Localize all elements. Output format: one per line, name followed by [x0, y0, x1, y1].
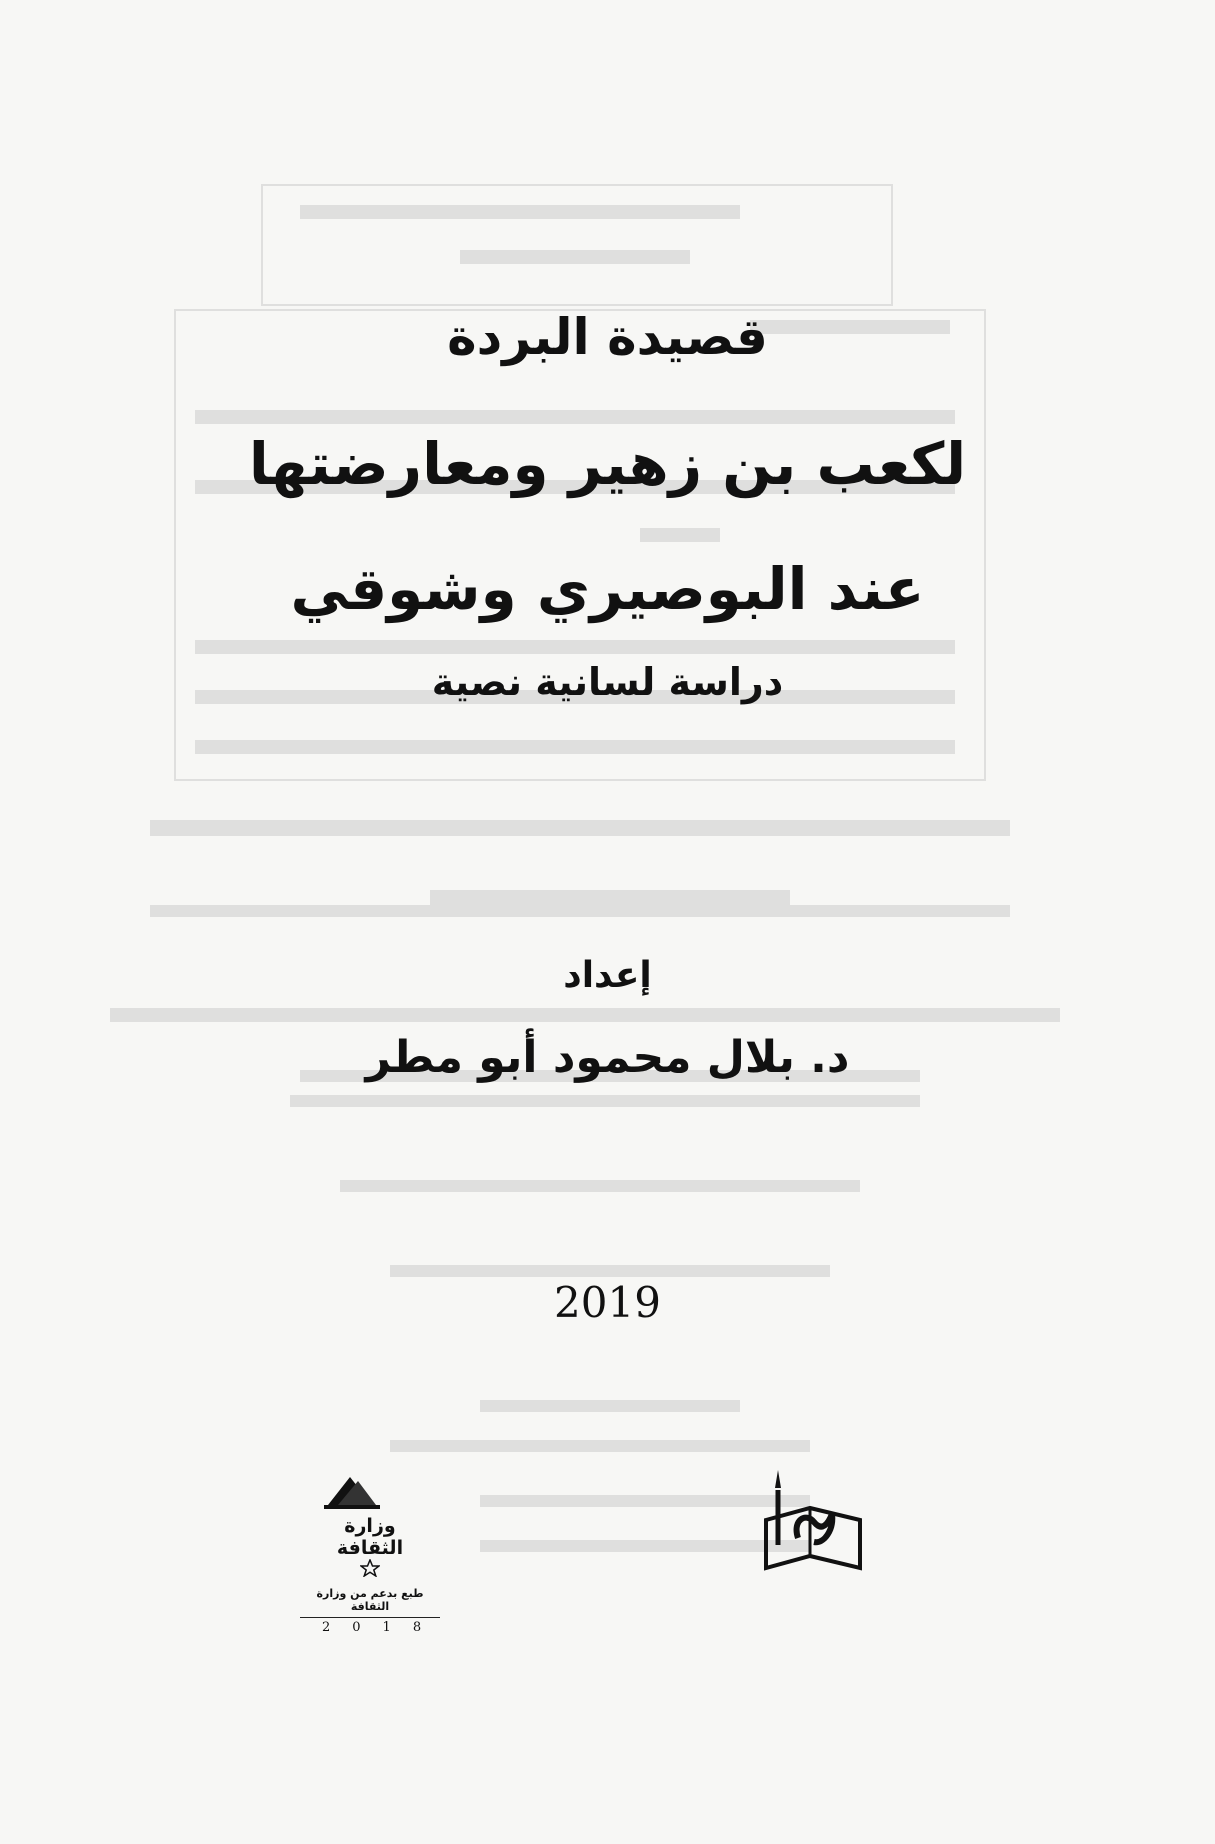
ministry-of-culture-logo [300, 1465, 444, 1635]
title-line-2: لكعب بن زهير ومعارضتها [248, 430, 967, 498]
ministry-name-line-1: وزارة [344, 1515, 396, 1537]
title-line-3: عند البوصيري وشوقي [290, 555, 925, 623]
publisher-logo-open-book-pen-icon [758, 1450, 868, 1575]
books-icon [310, 1465, 430, 1511]
ministry-support-note: طبع بدعم من وزارة الثقافة [316, 1587, 424, 1613]
author-name: د. بلال محمود أبو مطر [365, 1032, 850, 1083]
title-line-1: قصيدة البردة [447, 308, 768, 366]
subtitle: دراسة لسانية نصية [431, 660, 784, 704]
publication-year: 2019 [554, 1278, 661, 1327]
prepared-by-label: إعداد [563, 955, 652, 996]
ministry-name-line-2: الثقافة [336, 1537, 404, 1559]
ministry-logo-year: 2018 [300, 1617, 440, 1635]
star-icon [360, 1559, 380, 1577]
